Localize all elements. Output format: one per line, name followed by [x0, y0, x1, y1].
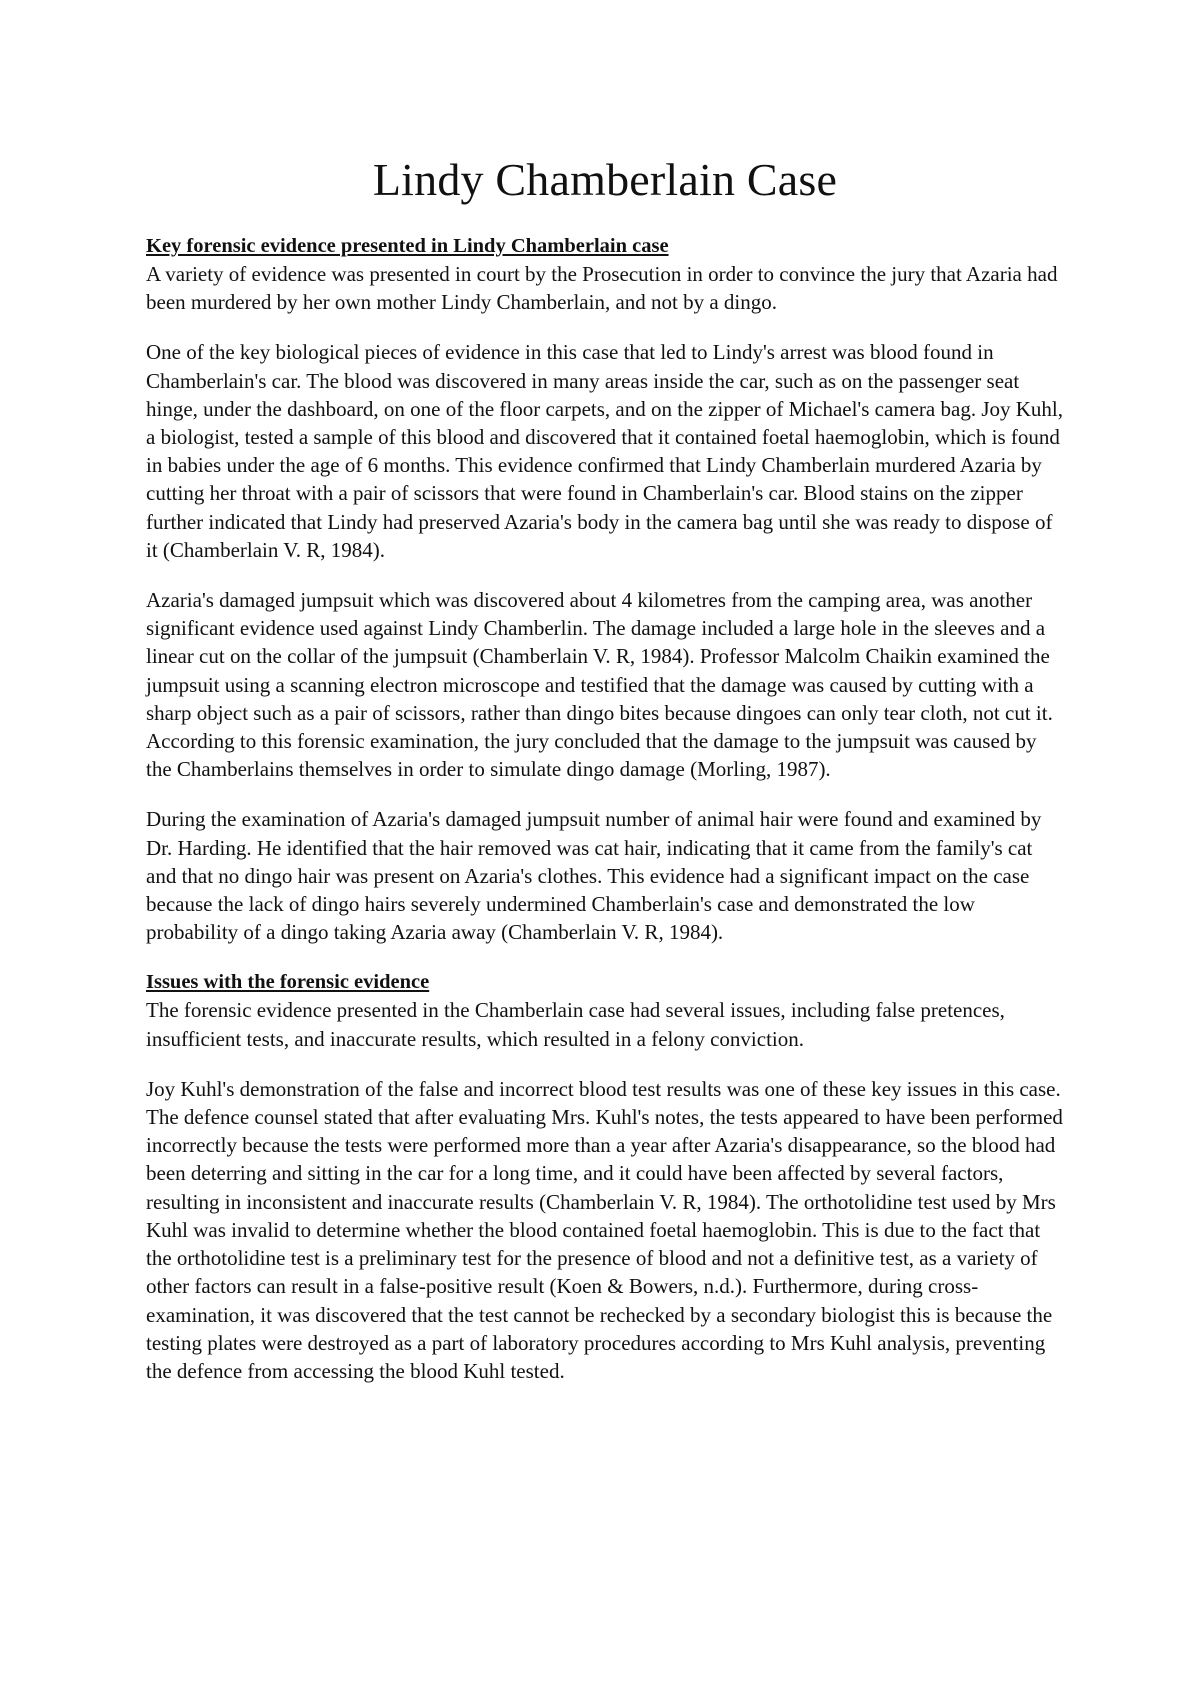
paragraph: One of the key biological pieces of evidence in this case that led to Lindy's arrest was blood found in Chamberlain's car. The blood was discovered in many areas inside the car, such as on the passenger seat hinge, under the dashboard, on one of the floor carpets, and on the zipper of Michael's camera bag. Joy Kuhl, a biologist, tested a sample of this blood and discovered that it contained foetal haemoglobin, which is found in babies under the age of 6 months. This evidence confirmed that Lindy Chamberlain murdered Azaria by cutting her throat with a pair of scissors that were found in Chamberlain's car. Blood stains on the zipper further indicated that Lindy had preserved Azaria's body in the camera bag until she was ready to dispose of it (Chamberlain V. R, 1984). [146, 340, 1063, 562]
document-title: Lindy Chamberlain Case [372, 154, 838, 205]
document-body [146, 152, 1064, 1407]
paragraph: A variety of evidence was presented in court by the Prosecution in order to convince the jury that Azaria had been murdered by her own mother Lindy Chamberlain, and not by a dingo. [146, 262, 1058, 315]
section-issues [146, 968, 1064, 1385]
paragraph: Joy Kuhl's demonstration of the false and incorrect blood test results was one of these key issues in this case. The defence counsel stated that after evaluating Mrs. Kuhl's notes, the tests appeared to have been performed incorrectly because the tests were performed more than a year after Azaria's disappearance, so the blood had been deterring and sitting in the car for a long time, and it could have been affected by several factors, resulting in inconsistent and inaccurate results (Chamberlain V. R, 1984). The orthotolidine test used by Mrs Kuhl was invalid to determine whether the blood contained foetal haemoglobin. This is due to the fact that the orthotolidine test is a preliminary test for the presence of blood and not a definitive test, as a variety of other factors can result in a false-positive result (Koen & Bowers, n.d.). Furthermore, during cross-examination, it was discovered that the test cannot be rechecked by a secondary biologist this is because the testing plates were destroyed as a part of laboratory procedures according to Mrs Kuhl analysis, preventing the defence from accessing the blood Kuhl tested. [146, 1076, 1063, 1383]
section-heading: Issues with the forensic evidence [146, 971, 430, 994]
paragraph: The forensic evidence presented in the Chamberlain case had several issues, including false pretences, insufficient tests, and inaccurate results, which resulted in a felony conviction. [146, 998, 1005, 1051]
paragraph: Azaria's damaged jumpsuit which was discovered about 4 kilometres from the camping area, was another significant evidence used against Lindy Chamberlin. The damage included a large hole in the sleeves and a linear cut on the collar of the jumpsuit (Chamberlain V. R, 1984). Professor Malcolm Chaikin examined the jumpsuit using a scanning electron microscope and testified that the damage was caused by cutting with a sharp object such as a pair of scissors, rather than dingo bites because dingoes can only tear cloth, not cut it. According to this forensic examination, the jury concluded that the damage to the jumpsuit was caused by the Chamberlains themselves in order to simulate dingo damage (Morling, 1987). [146, 588, 1053, 782]
paragraph: During the examination of Azaria's damaged jumpsuit number of animal hair were found and examined by Dr. Harding. He identified that the hair removed was cat hair, indicating that it came from the family's cat and that no dingo hair was present on Azaria's clothes. This evidence had a significant impact on the case because the lack of dingo hairs severely undermined Chamberlain's case and demonstrated the low probability of a dingo taking Azaria away (Chamberlain V. R, 1984). [146, 807, 1042, 945]
section-key-evidence [146, 232, 1064, 946]
section-heading: Key forensic evidence presented in Lindy Chamberlain case [146, 235, 669, 257]
